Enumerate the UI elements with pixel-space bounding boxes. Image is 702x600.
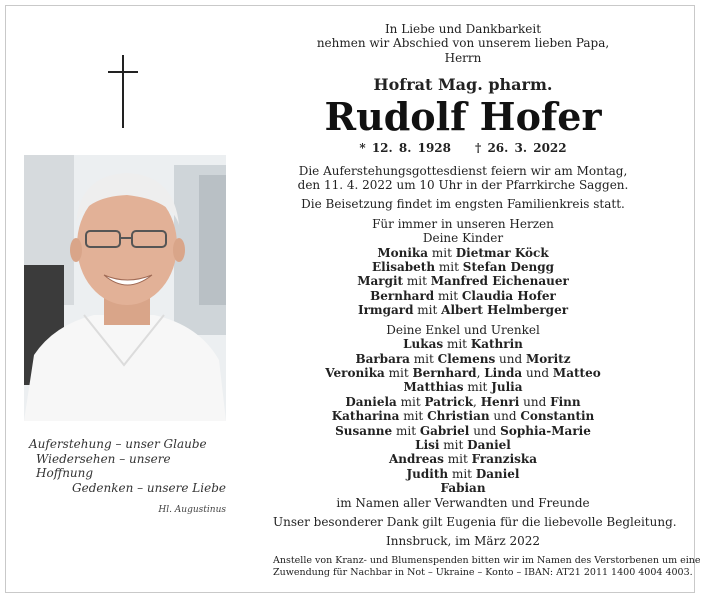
quote-line-3: Gedenken – unsere Liebe <box>72 480 226 495</box>
grandchild-line: Barbara mit Clemens und Moritz <box>355 351 571 366</box>
obituary-text <box>273 22 701 579</box>
grandchild-line: Matthias mit Julia <box>403 380 523 395</box>
child-line: Irmgard mit Albert Helmberger <box>357 303 569 318</box>
grandchild-line: Veronika mit Bernhard, Linda und Matteo <box>325 365 601 380</box>
grandchild-line: Lisi mit Daniel <box>415 437 511 452</box>
child-line: Monika mit Dietmar Köck <box>377 245 549 260</box>
grandchild-line: Fabian <box>440 481 486 496</box>
life-dates <box>273 141 653 155</box>
birth-date: * 12. 8. 1928 <box>359 141 451 156</box>
death-date: † 26. 3. 2022 <box>475 141 567 156</box>
relatives-line: im Namen aller Verwandten und Freunde <box>336 495 590 510</box>
donation-line: Anstelle von Kranz- und Blumenspenden bitten wir im Namen des Verstorbenen um eine <box>273 554 701 566</box>
intro-line: In Liebe und Dankbarkeit <box>384 22 542 36</box>
quote-line-2: Wiedersehen – unsere Hoffnung <box>36 451 171 480</box>
deceased-title: Hofrat Mag. pharm. <box>373 75 553 95</box>
service-line: den 11. 4. 2022 um 10 Uhr in der Pfarrkirche Saggen. <box>297 178 629 193</box>
grandchild-line: Katharina mit Christian und Constantin <box>331 409 595 424</box>
child-line: Margit mit Manfred Eichenauer <box>357 274 569 289</box>
grandchild-line: Judith mit Daniel <box>406 466 520 481</box>
burial-line: Die Beisetzung findet im engsten Familienkreis statt. <box>301 197 625 212</box>
cross-icon <box>108 55 138 128</box>
grandchild-line: Lukas mit Kathrin <box>403 337 523 352</box>
grandchildren-heading: Deine Enkel und Urenkel <box>386 322 540 337</box>
grandchild-line: Susanne mit Gabriel und Sophia-Marie <box>335 423 591 438</box>
place-date-line: Innsbruck, im März 2022 <box>385 534 540 549</box>
donation-note <box>273 554 701 579</box>
intro-line: Herrn <box>444 50 482 65</box>
thanks-line: Unser besonderer Dank gilt Eugenia für die liebevolle Begleitung. <box>273 514 677 529</box>
donation-line: Zuwendung für Nachbar in Not – Ukraine – Konto – IBAN: AT21 2011 1400 4004 4003. <box>273 566 693 578</box>
quote-line-1: Auferstehung – unser Glaube <box>29 437 207 451</box>
grandchild-line: Daniela mit Patrick, Henri und Finn <box>345 394 581 409</box>
child-line: Bernhard mit Claudia Hofer <box>370 288 556 303</box>
intro-line: nehmen wir Abschied von unserem lieben Papa, <box>316 36 610 51</box>
quote-attribution: Hl. Augustinus <box>158 505 226 515</box>
quote-block <box>24 437 226 518</box>
grandchild-line: Andreas mit Franziska <box>389 452 537 467</box>
children-heading: Deine Kinder <box>422 231 504 246</box>
portrait-photo <box>24 155 226 421</box>
service-line: Die Auferstehungsgottesdienst feiern wir am Montag, <box>298 163 628 178</box>
forever-line: Für immer in unseren Herzen <box>372 216 554 231</box>
deceased-name: Rudolf Hofer <box>324 94 602 140</box>
child-line: Elisabeth mit Stefan Dengg <box>371 260 555 275</box>
